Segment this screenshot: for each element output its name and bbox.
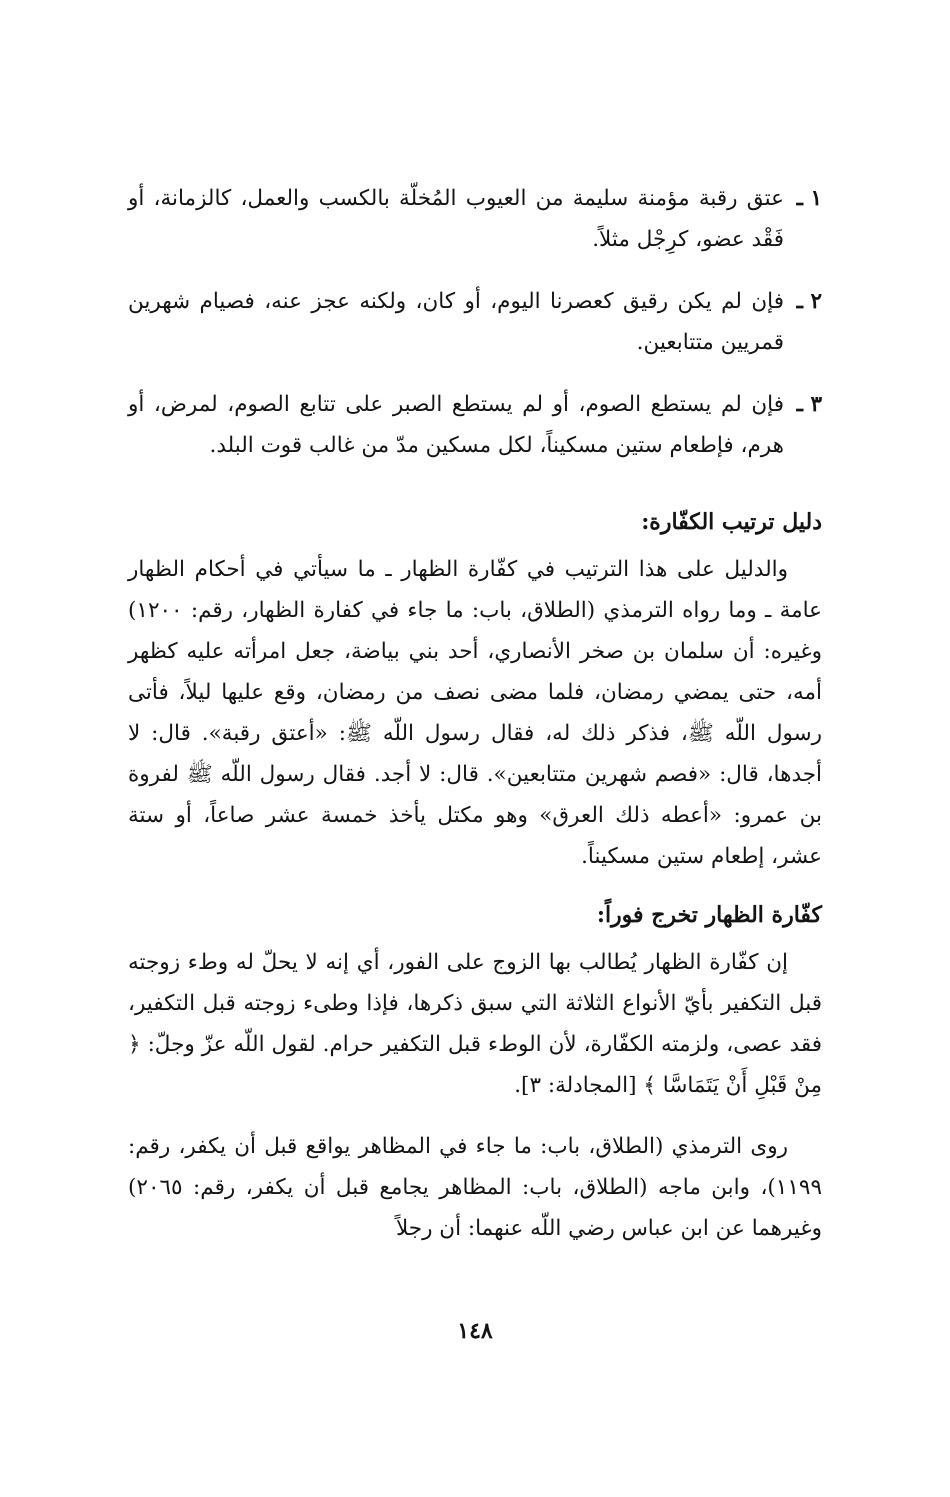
list-number: ٢ ـ	[796, 289, 822, 314]
list-number: ١ ـ	[796, 186, 822, 211]
list-text: عتق رقبة مؤمنة سليمة من العيوب المُخلّة بالكسب والعمل، كالزمانة، أو فَقْد عضو، كرِجْل مثلاً.	[128, 186, 784, 252]
list-item-2	[128, 281, 822, 363]
list-item-1	[128, 178, 822, 260]
paragraph-tirmidhi: روى الترمذي (الطلاق، باب: ما جاء في المظاهر يواقع قبل أن يكفر، رقم: ١١٩٩)، وابن ماجه (الطلاق، باب: المظاهر يجامع قبل أن يكفر، رقم: ٢٠٦٥) وغيرهما عن ابن عباس رضي اللّه عنهما: أن رجلاً	[128, 1134, 822, 1241]
page-number: ١٤٨	[457, 1318, 493, 1344]
list-text: فإن لم يستطع الصوم، أو لم يستطع الصبر على تتابع الصوم، لمرض، أو هرم، فإطعام ستين مسكيناً، لكل مسكين مدّ من غالب قوت البلد.	[128, 392, 784, 458]
page-body	[128, 178, 822, 1249]
section-heading-kaffara-immediate: كفّارة الظهار تخرج فوراً:	[596, 902, 822, 928]
paragraph-evidence: والدليل على هذا الترتيب في كفّارة الظهار ـ ما سيأتي في أحكام الظهار عامة ـ وما رواه الترمذي (الطلاق، باب: ما جاء في كفارة الظهار، رقم: ١٢٠٠) وغيره: أن سلمان بن صخر الأنصاري، أحد بني بياضة، جعل امرأته عليه كظهر أمه، حتى يمضي رمضان، فلما مضى نصف من رمضان، وقع عليها ليلاً، فأتى رسول اللّه ﷺ، فذكر ذلك له، فقال رسول اللّه ﷺ: «أعتق رقبة». قال: لا أجدها، قال: «فصم شهرين متتابعين». قال: لا أجد. فقال رسول اللّه ﷺ لفروة بن عمرو: «أعطه ذلك العرق» وهو مكتل يأخذ خمسة عشر صاعاً، أو ستة عشر، إطعام ستين مسكيناً.	[128, 557, 822, 869]
paragraph-immediate: إن كفّارة الظهار يُطالب بها الزوج على الفور، أي إنه لا يحلّ له وطء زوجته قبل التكفير بأيّ الأنواع الثلاثة التي سبق ذكرها، فإذا وطىء زوجته قبل التكفير، فقد عصى، ولزمته الكفّارة، لأن الوطء قبل التكفير حرام. لقول اللّه عزّ وجلّ: ﴿ مِنْ قَبْلِ أَنْ يَتَمَاسَّا ﴾ [المجادلة: ٣].	[128, 950, 822, 1098]
list-item-3	[128, 384, 822, 466]
section-heading-kaffara-order: دليل ترتيب الكفّارة:	[641, 509, 822, 535]
list-number: ٣ ـ	[796, 392, 822, 417]
list-text: فإن لم يكن رقيق كعصرنا اليوم، أو كان، ولكنه عجز عنه، فصيام شهرين قمريين متتابعين.	[128, 289, 784, 355]
